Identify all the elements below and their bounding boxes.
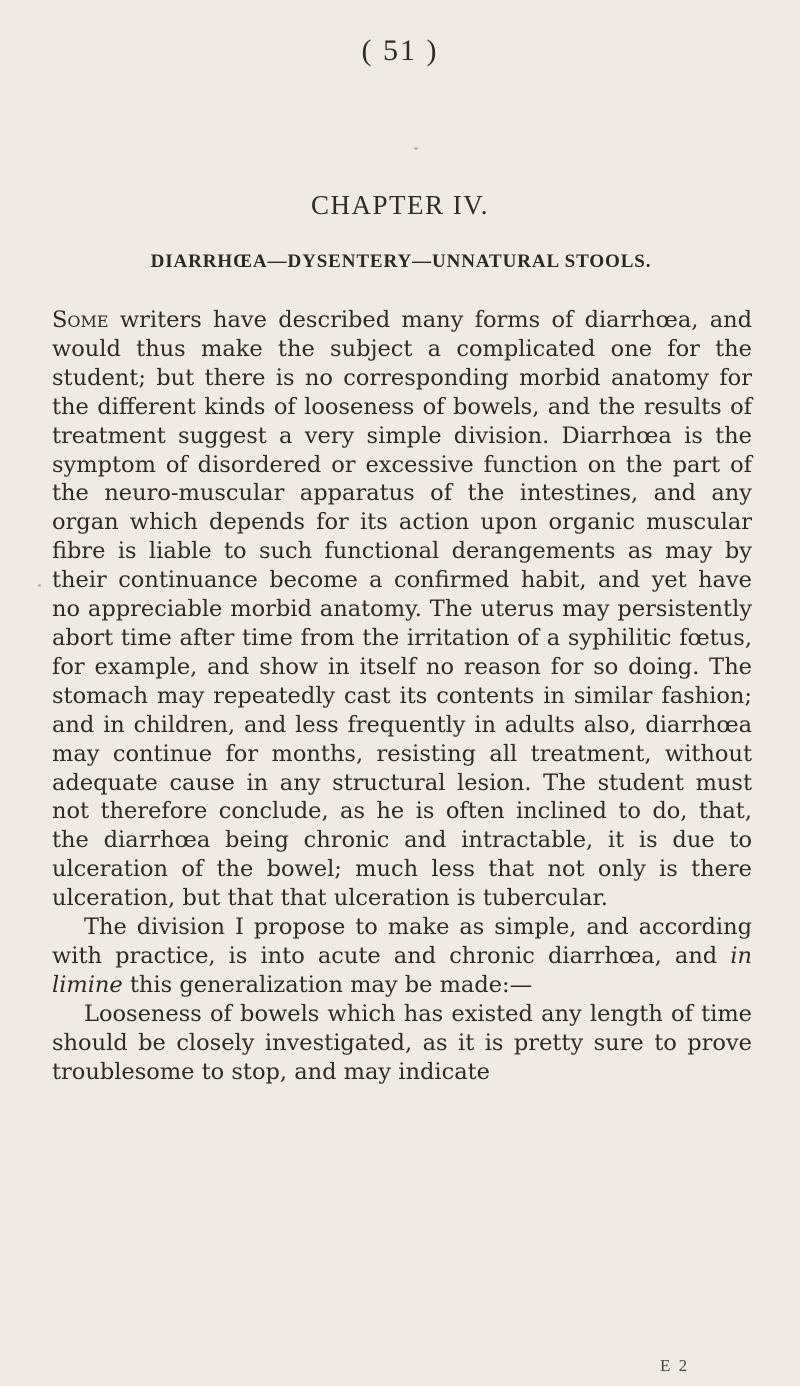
paragraph-1-text: writers have described many forms of diarrhœa, and would thus make the subject a complicated one for the student; but there is no corresponding morbid anatomy for the different kinds of looseness of bowels, and the results of treatment suggest a very simple division. Diarrhœa is the symptom of disordered or excessive function on the part of the neuro-muscular apparatus of the intestines, and any organ which depends for its action upon organic muscular fibre is liable to such functional derangements as may by their continuance become a confirmed habit, and yet have no appreciable morbid anatomy. The uterus may persistently abort time after time from the irritation of a syphilitic fœtus, for example, and show in itself no reason for so doing. The stomach may repeatedly cast its contents in similar fashion; and in children, and less frequently in adults also, diarrhœa may continue for months, resisting all treatment, without adequate cause in any structural lesion. The student must not therefore conclude, as he is often inclined to do, that, the diarrhœa being chronic and intractable, it is due to ulceration of the bowel; much less that not only is there ulceration, but that that ulceration is tubercular. (52, 307, 752, 912)
paragraph-1 (52, 306, 752, 913)
ink-speck (414, 147, 418, 150)
page-number: ( 51 ) (361, 34, 439, 67)
ink-speck (38, 584, 41, 587)
paragraph-2-italic: in limine (52, 942, 752, 998)
paragraph-2 (52, 913, 752, 1000)
paragraph-2-before: The division I propose to make as simple, and according with practice, is into acute and chronic diarrhœa, and (52, 914, 752, 969)
paragraph-1-lead: Some (52, 307, 109, 333)
paragraph-2-after: this generalization may be made:— (122, 971, 533, 998)
body-text (52, 306, 752, 1086)
paragraph-3: Looseness of bowels which has existed any length of time should be closely investigated, as it is pretty sure to prove troublesome to stop, and may indicate (52, 1000, 752, 1085)
chapter-subtitle: DIARRHŒA—DYSENTERY—UNNATURAL STOOLS. (150, 251, 652, 272)
signature-mark: E 2 (660, 1356, 690, 1375)
chapter-title: CHAPTER IV. (310, 190, 490, 220)
